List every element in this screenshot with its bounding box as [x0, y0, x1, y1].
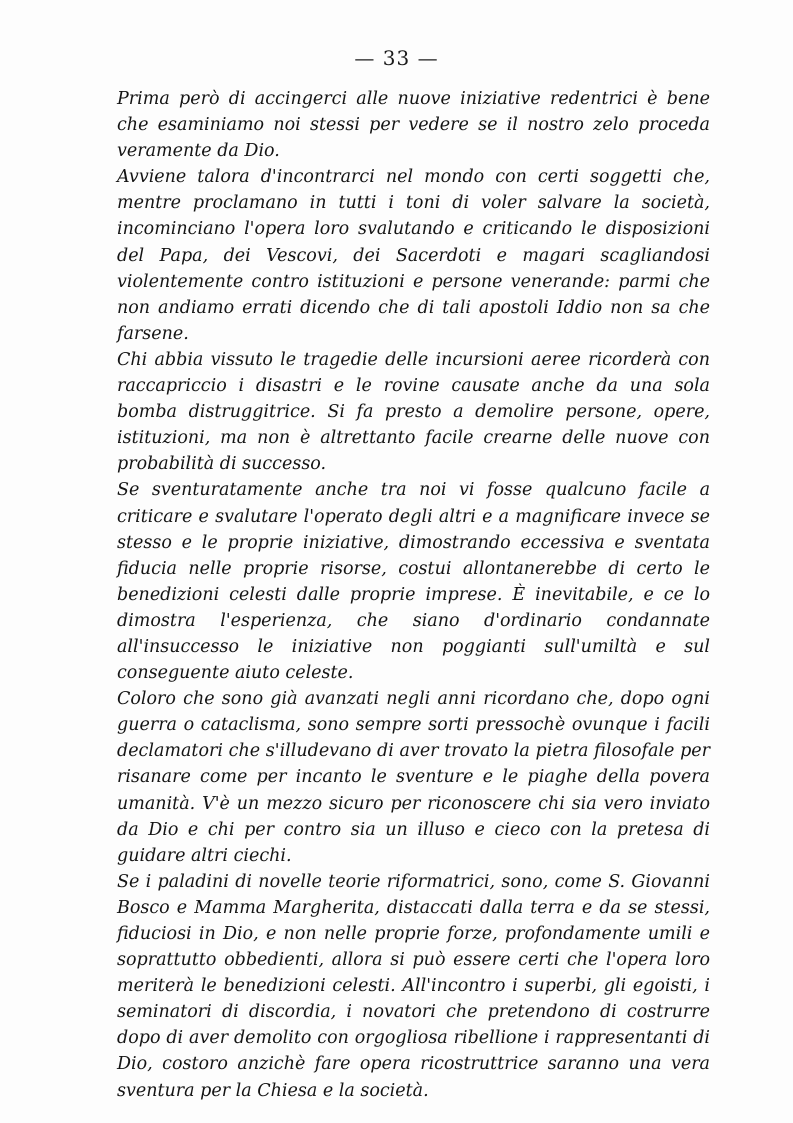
paragraph-5: Coloro che sono già avanzati negli anni ricordano che, dopo ogni guerra o cataclisma, sono sempre sorti pressochè ovunque i facili declamatori che s'illudevano di aver trovato la pietra filosofale per risanare come per incanto le sventure e le piaghe della povera umanità. V'è un mezzo sicuro per riconoscere chi sia vero inviato da Dio e chi per contro sia un illuso e cieco con la pretesa di guidare altri ciechi. — [117, 689, 710, 866]
paragraph-1: Prima però di accingerci alle nuove iniziative redentrici è bene che esaminiamo noi stessi per vedere se il nostro zelo proceda veramente da Dio. — [117, 89, 710, 162]
body-text — [117, 86, 710, 1104]
page-number: — 33 — — [354, 46, 439, 70]
paragraph-2: Avviene talora d'incontrarci nel mondo con certi soggetti che, mentre proclamano in tutti i toni di voler salvare la società, incominciano l'opera loro svalutando e criticando le disposizioni del Papa, dei Vescovi, dei Sacerdoti e magari scagliandosi violentemente contro istituzioni e persone venerande: parmi che non andiamo errati dicendo che di tali apostoli Iddio non sa che farsene. — [117, 167, 710, 344]
paragraph-3: Chi abbia vissuto le tragedie delle incursioni aeree ricorderà con raccapriccio i disastri e le rovine causate anche da una sola bomba distruggitrice. Si fa presto a demolire persone, opere, istituzioni, ma non è altrettanto facile crearne delle nuove con probabilità di successo. — [117, 349, 710, 475]
paragraph-6: Se i paladini di novelle teorie riformatrici, sono, come S. Giovanni Bosco e Mamma Margherita, distaccati dalla terra e da se stessi, fiduciosi in Dio, e non nelle proprie forze, profondamente umili e soprattutto obbedienti, allora si può essere certi che l'opera loro meriterà le benedizioni celesti. All'incontro i superbi, gli egoisti, i seminatori di discordia, i novatori che pretendono di costrurre dopo di aver demolito con orgogliosa ribellione i rappresentanti di Dio, costoro anzichè fare opera ricostruttrice saranno una vera sventura per la Chiesa e la società. — [117, 871, 710, 1101]
paragraph-4: Se sventuratamente anche tra noi vi fosse qualcuno facile a criticare e svalutare l'operato degli altri e a magnificare invece se stesso e le proprie iniziative, dimostrando eccessiva e sventata fiducia nelle proprie risorse, costui allontanerebbe di certo le benedizioni celesti dalle proprie imprese. È inevitabile, e ce lo dimostra l'esperienza, che siano d'ordinario condannate all'insuccesso le iniziative non poggianti sull'umiltà e sul conseguente aiuto celeste. — [117, 480, 710, 684]
